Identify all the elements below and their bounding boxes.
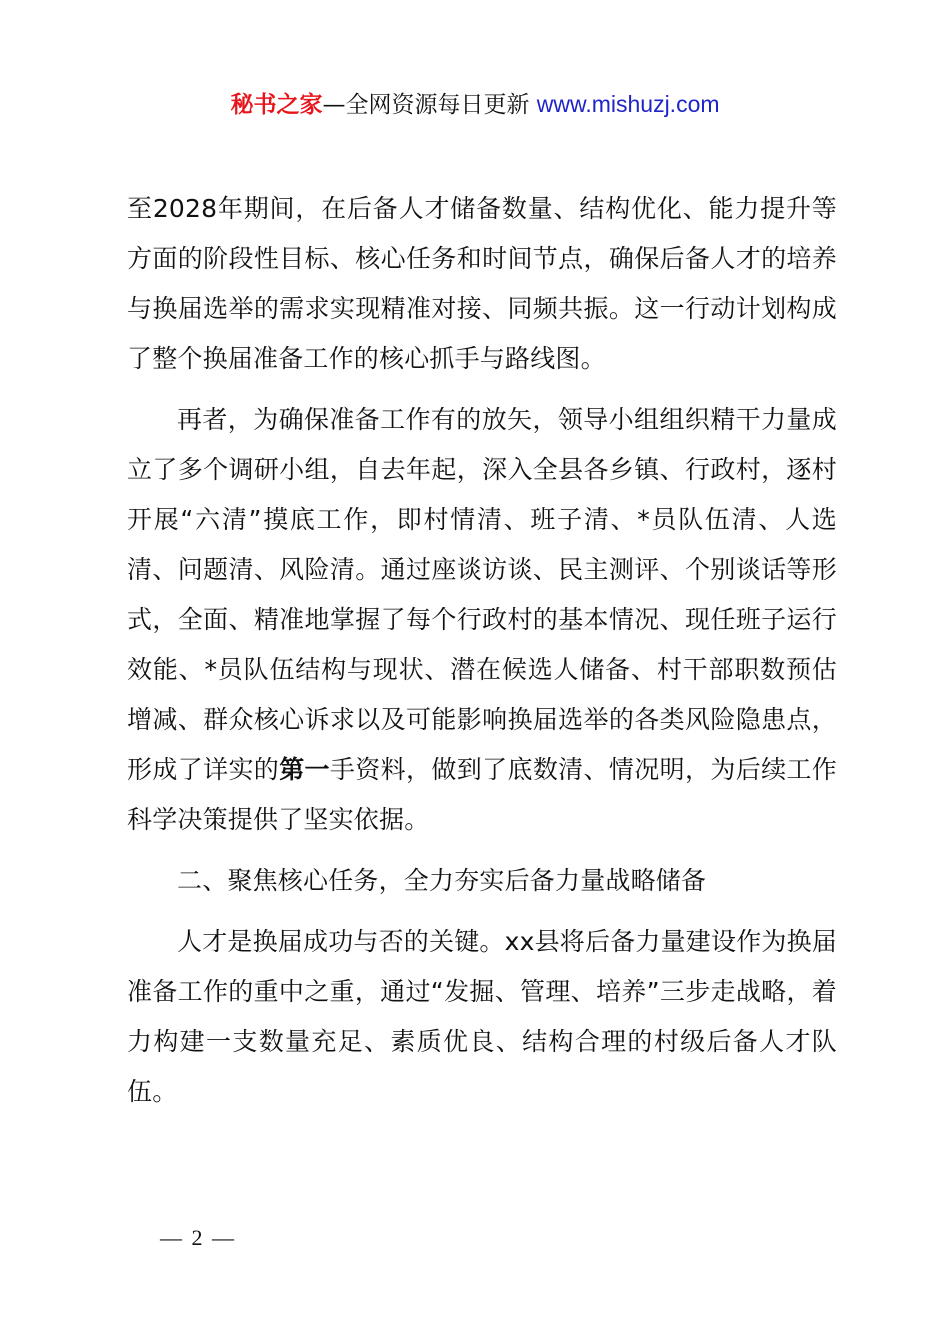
paragraph-survey-bold: 第一 <box>279 755 330 784</box>
site-url-link[interactable]: www.mishuzj.com <box>536 91 720 117</box>
header-tagline: —全网资源每日更新 <box>322 92 537 118</box>
paragraph-talent: 人才是换届成功与否的关键。xx县将后备力量建设作为换届准备工作的重中之重，通过“发掘、管理、培养”三步走战略，着力构建一支数量充足、素质优良、结构合理的村级后备人才队伍。 <box>127 927 837 1106</box>
brand-name: 秘书之家 <box>230 92 323 118</box>
site-header <box>0 86 950 123</box>
paragraph-continuation: 至2028年期间，在后备人才储备数量、结构优化、能力提升等方面的阶段性目标、核心任务和时间节点，确保后备人才的培养与换届选举的需求实现精准对接、同频共振。这一行动计划构成了整个换届准备工作的核心抓手与路线图。 <box>127 194 837 373</box>
paragraph-survey-text-b: 手资料，做到了底数清、情况明，为后续工作科学决策提供了坚实依据。 <box>127 755 838 834</box>
document-body <box>127 184 837 1128</box>
page-number: — 2 — <box>160 1225 236 1250</box>
paragraph-survey-text-a: 再者，为确保准备工作有的放矢，领导小组组织精干力量成立了多个调研小组，自去年起，深入全县各乡镇、行政村，逐村开展“六清”摸底工作，即村情清、班子清、*员队伍清、人选清、问题清、风险清。通过座谈访谈、民主测评、个别谈话等形式，全面、精准地掌握了每个行政村的基本情况、现任班子运行效能、*员队伍结构与现状、潜在候选人储备、村干部职数预估增减、群众核心诉求以及可能影响换届选举的各类风险隐患点，形成了详实的 <box>127 405 837 784</box>
paragraph-survey <box>127 395 837 845</box>
section-heading-2: 二、聚焦核心任务，全力夯实后备力量战略储备 <box>177 866 707 895</box>
